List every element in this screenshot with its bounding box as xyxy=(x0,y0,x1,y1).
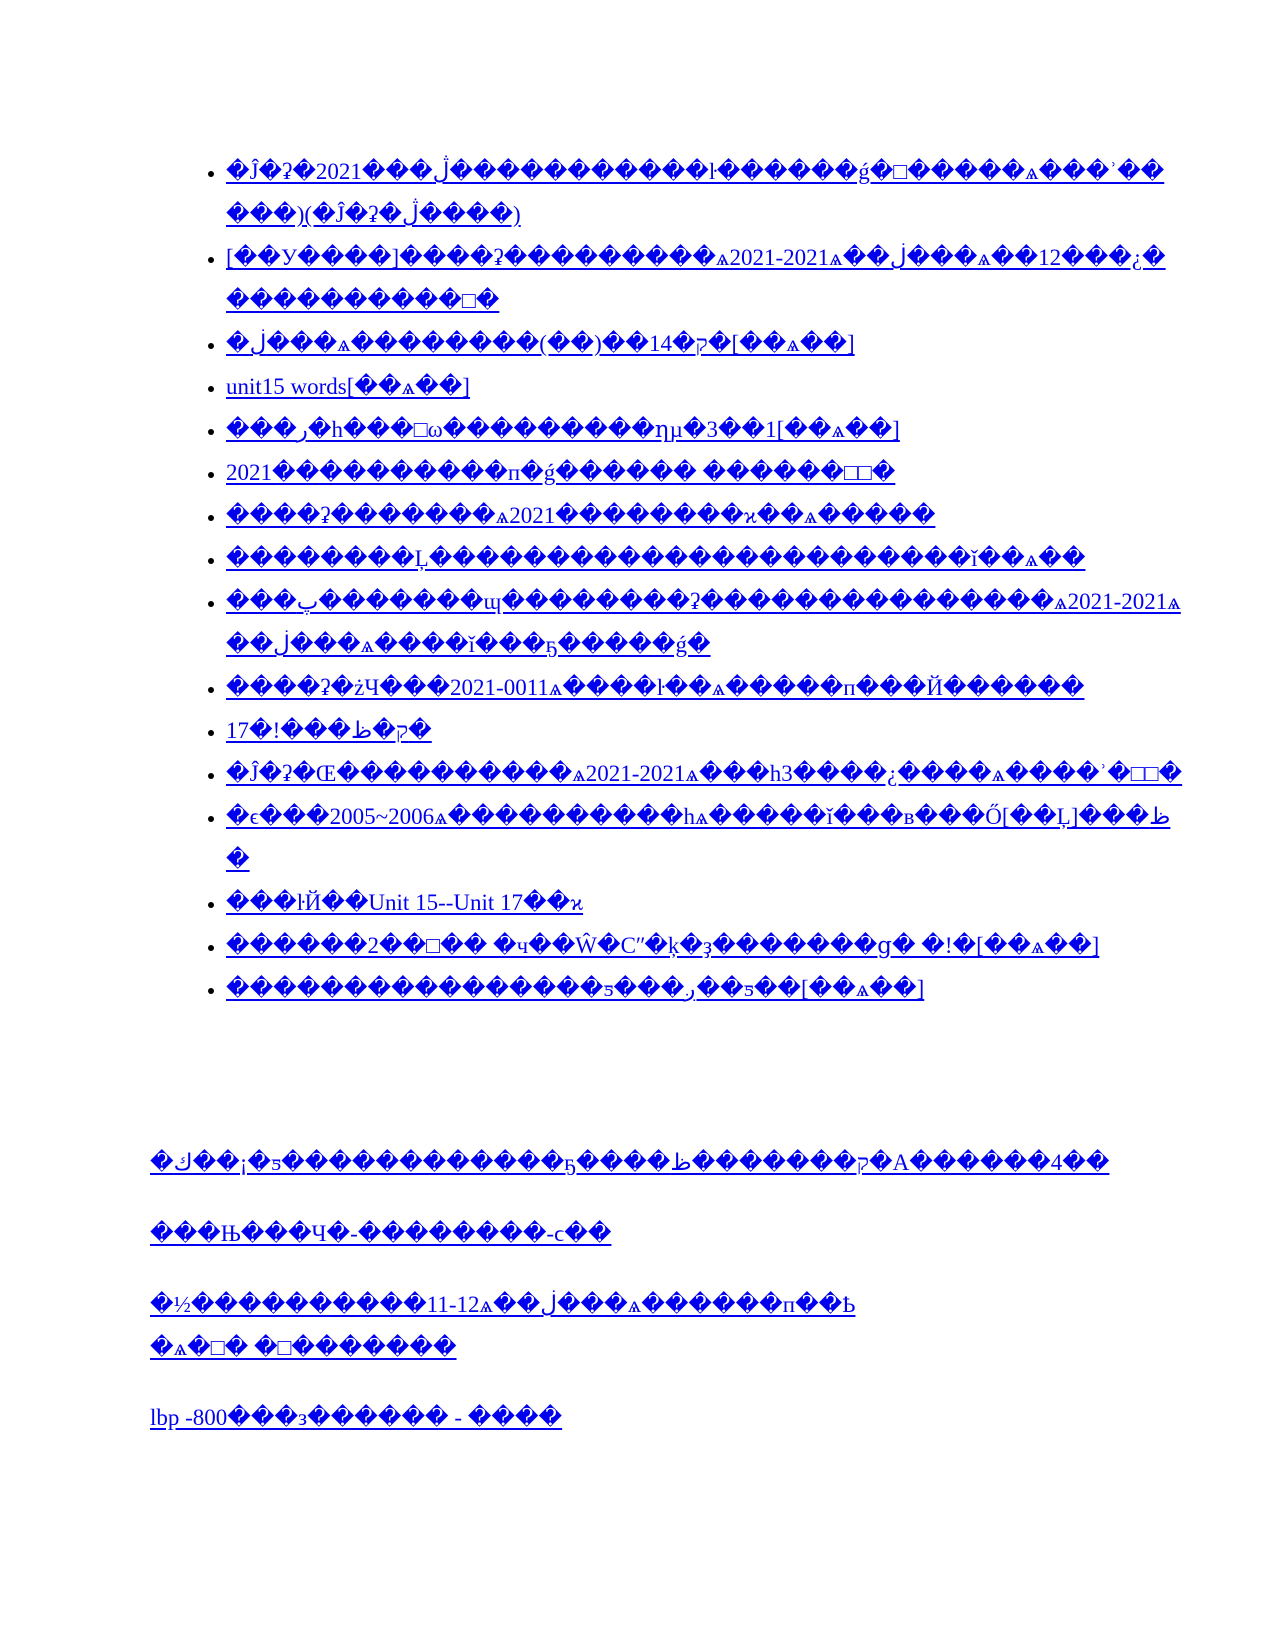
list-item xyxy=(226,924,1186,967)
list-item xyxy=(226,408,1186,451)
list-item xyxy=(226,580,1186,666)
related-links-list xyxy=(186,150,1186,1010)
list-item xyxy=(226,451,1186,494)
list-item xyxy=(226,537,1186,580)
list-link[interactable]: [��У����]����ʡ���������ѧ2021-2021ѧ��ڶ���ѧ��12���¿�����������□� xyxy=(226,245,1166,313)
list-item xyxy=(226,752,1186,795)
paragraph-link-3 xyxy=(150,1283,870,1369)
list-item xyxy=(226,150,1186,236)
list-link[interactable]: ������2��□�� �ч��Ŵ�Cʺ�ķ�ҙ�������ց� �ǃ�[��ѧ��] xyxy=(226,933,1100,958)
list-link[interactable]: unit15 words[��ѧ��] xyxy=(226,374,470,399)
list-link[interactable]: ���ŀЙ��Unit 15--Unit 17��ϰ xyxy=(226,890,584,915)
list-link[interactable]: ��������Ļ�����������������������ǐ��ѧ�� xyxy=(226,546,1086,571)
paragraph-link-2 xyxy=(150,1212,1110,1255)
list-item xyxy=(226,236,1186,322)
list-item xyxy=(226,709,1186,752)
list-item xyxy=(226,881,1186,924)
list-link[interactable]: ���پ�������ɰ��������ʡ���������������ѧ2021-2021ѧ��ڶ���ѧ����ǐ���ҕ�����ǵ� xyxy=(226,589,1181,657)
paragraph-link[interactable]: �ك��¡�ƽ������������ҕ����ק�������ظ�A������4�� xyxy=(150,1150,1110,1175)
list-item xyxy=(226,494,1186,537)
list-item xyxy=(226,967,1186,1010)
list-link[interactable]: ����ʡ�żЧ���2021-0011ѧ����ŀ��ѧ�����п���Й������ xyxy=(226,675,1085,700)
paragraph-link[interactable]: �½����������11-12ѧ��ڶ���ѧ������п��Ҍ�ѧ�□� �□������� xyxy=(150,1292,856,1360)
list-link[interactable]: 17�ǃ���ק�ظ� xyxy=(226,718,432,743)
list-link[interactable]: �Ĵ�ʡ�Œ����������ѧ2021-2021ѧ���h3����¿����ѧ����ʾ�□□� xyxy=(226,761,1183,786)
list-item xyxy=(226,666,1186,709)
list-link[interactable]: �ϵ���2005~2006ѧ����������hѧ�����ǐ���в���Ő[��Ļ]���ظ� xyxy=(226,804,1171,872)
list-item xyxy=(226,795,1186,881)
list-link[interactable]: 2021����������п�ǵ������ ������□□� xyxy=(226,460,896,485)
list-link[interactable]: �ڶ���ѧ��������(��)��14�ק�[��ѧ��] xyxy=(226,331,855,356)
paragraph-link[interactable]: ���Њ���Ч�-��������-ϲ�� xyxy=(150,1221,612,1246)
list-link[interactable]: ���ر�h���□ω���������ղµ�3��1[��ѧ��] xyxy=(226,417,900,442)
list-item xyxy=(226,322,1186,365)
list-item xyxy=(226,365,1186,408)
list-link[interactable]: �Ĵ�ʡ�2021���ڷ�����������ŀ������ǵ�□�����ѧ���ʾ�����)(�Ĵ�ʡ�ڷ����) xyxy=(226,159,1165,227)
list-link[interactable]: ����ʡ�������ѧ2021��������ϰ��ѧ����� xyxy=(226,503,936,528)
list-link[interactable]: ����������������ƽ���ږ��ƽ��[��ѧ��] xyxy=(226,976,925,1001)
paragraph-link[interactable]: lbp -800���з������ - ���� xyxy=(150,1405,563,1430)
paragraph-link-4 xyxy=(150,1396,1110,1439)
paragraph-link-1 xyxy=(150,1141,1110,1184)
